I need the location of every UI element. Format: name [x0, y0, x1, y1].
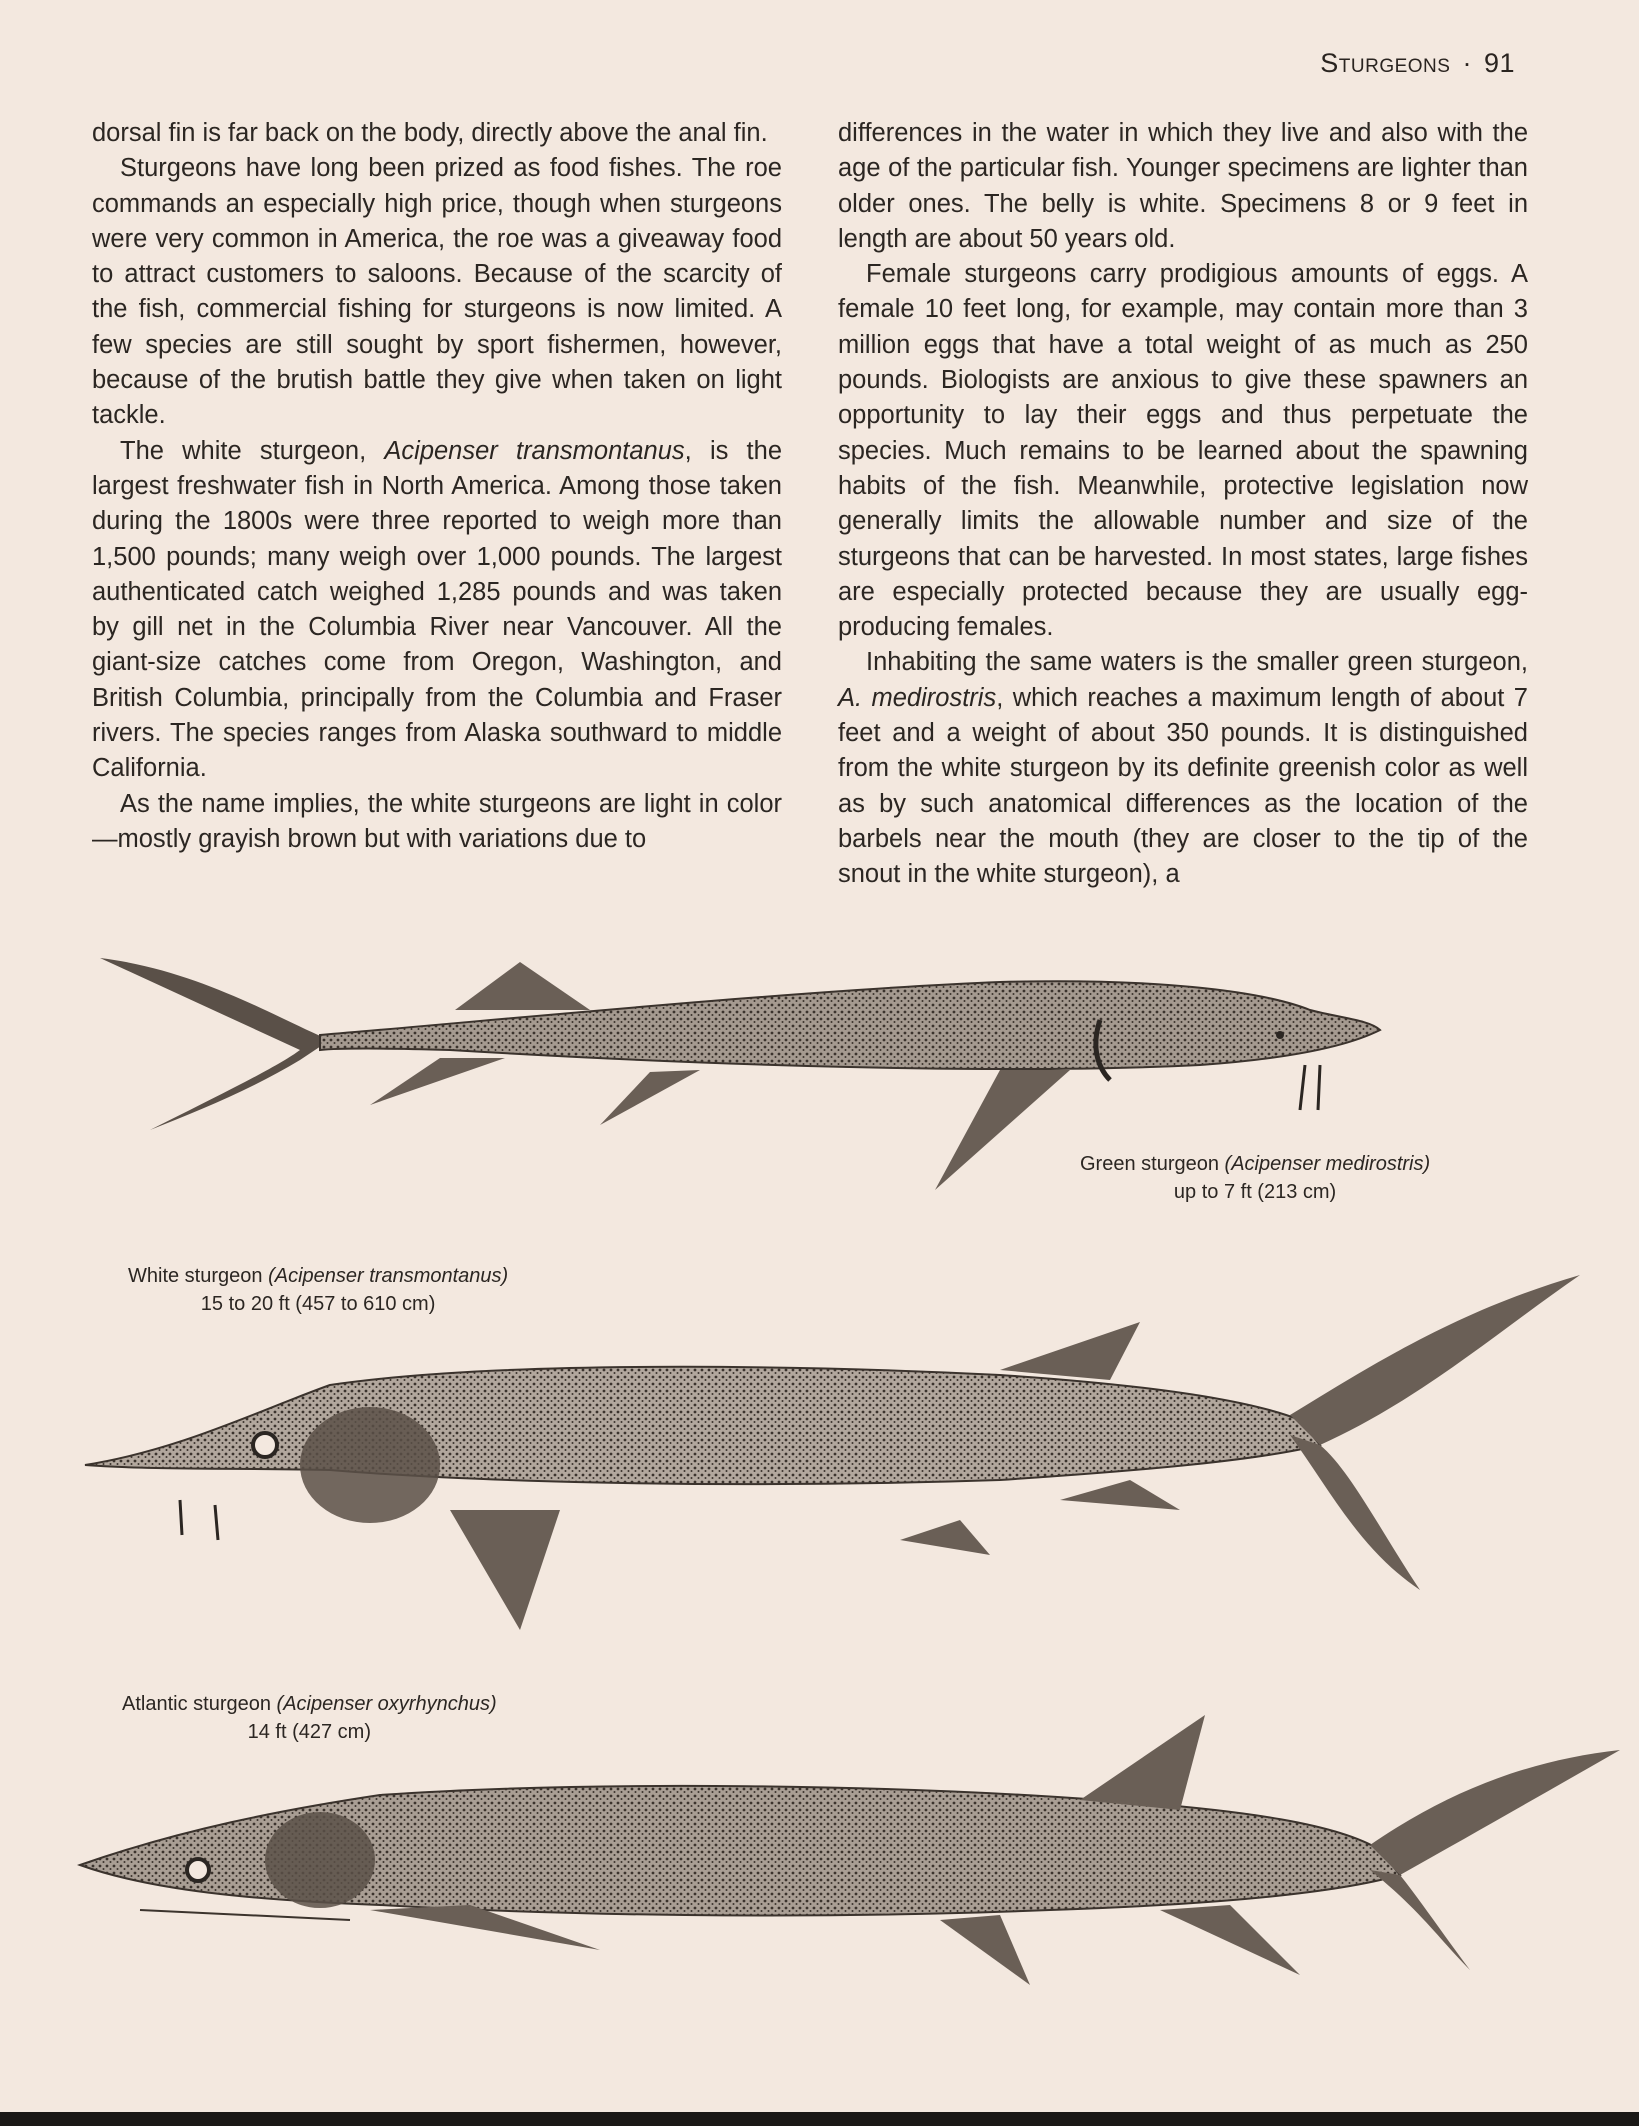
caption-latin: (Acipenser transmontanus): [268, 1265, 509, 1287]
caption-name: Green sturgeon: [1080, 1153, 1225, 1175]
species-name: Acipenser transmontanus: [384, 436, 685, 465]
page-number: 91: [1483, 48, 1515, 78]
running-header: [1320, 48, 1515, 79]
paragraph: differences in the water in which they live and also with the age of the particular fish. Younger specimens are lighter than older ones. The belly is white. Specimens 8 or 9 feet in length are about 50 years old.: [838, 119, 1528, 253]
caption-name: White sturgeon: [128, 1265, 269, 1287]
paragraph: Sturgeons have long been prized as food fishes. The roe commands an especially high price, though when sturgeons were very common in America, the roe was a giveaway food to attract customers to saloons. Because of the scarcity of the fish, commercial fishing for sturgeons is now limited. A few species are still sought by sport fishermen, however, because of the brutish battle they give when taken on light tackle.: [92, 154, 782, 430]
text-run: Inhabiting the same waters is the smaller green sturgeon,: [866, 648, 1528, 677]
paragraph: [92, 434, 782, 787]
text-run: , which reaches a maximum length of about 7 feet and a weight of about 350 pounds. It is distinguished from the white sturgeon by its definite greenish color as well as by such anatomical differences as the location of the barbels near the mouth (they are closer to the tip of the snout in the white sturgeon), a: [838, 683, 1528, 889]
caption-size: 14 ft (427 cm): [247, 1721, 371, 1743]
species-name: A. medirostris: [838, 683, 997, 712]
left-text-column: [92, 116, 782, 857]
header-title: Sturgeons: [1320, 48, 1451, 78]
atlantic-sturgeon-illustration: [0, 1710, 1639, 2040]
white-sturgeon-illustration: [0, 1270, 1639, 1660]
paragraph: [838, 645, 1528, 892]
paragraph: dorsal fin is far back on the body, directly above the anal fin.: [92, 119, 768, 147]
caption-latin: (Acipenser medirostris): [1224, 1153, 1431, 1175]
scan-border: [0, 2112, 1639, 2126]
right-text-column: [838, 116, 1528, 893]
caption-name: Atlantic sturgeon: [122, 1693, 277, 1715]
paragraph: As the name implies, the white sturgeons are light in color—mostly grayish brown but with variations due to: [92, 789, 782, 853]
paragraph: Female sturgeons carry prodigious amounts of eggs. A female 10 feet long, for example, may contain more than 3 million eggs that have a total weight of as much as 250 pounds. Biologists are anxious to give these spawners an opportunity to lay their eggs and thus perpetuate the species. Much remains to be learned about the spawning habits of the fish. Meanwhile, protective legislation now generally limits the allowable number and size of the sturgeons that can be harvested. In most states, large fishes are especially protected because they are usually egg-producing females.: [838, 260, 1528, 642]
text-run: The white sturgeon,: [120, 436, 385, 465]
text-run: , is the largest freshwater fish in North America. Among those taken during the 1800s were three reported to weigh more than 1,500 pounds; many weigh over 1,000 pounds. The largest authenticated catch weighed 1,285 pounds and was taken by gill net in the Columbia River near Vancouver. All the giant-size catches come from Oregon, Washington, and British Columbia, principally from the Columbia and Fraser rivers. The species ranges from Alaska southward to middle California.: [92, 436, 782, 783]
caption-size: up to 7 ft (213 cm): [1173, 1181, 1337, 1203]
caption-green-sturgeon: [1080, 1150, 1430, 1206]
caption-size: 15 to 20 ft (457 to 610 cm): [200, 1293, 436, 1315]
caption-latin: (Acipenser oxyrhynchus): [276, 1693, 497, 1715]
header-separator: ·: [1462, 48, 1472, 78]
